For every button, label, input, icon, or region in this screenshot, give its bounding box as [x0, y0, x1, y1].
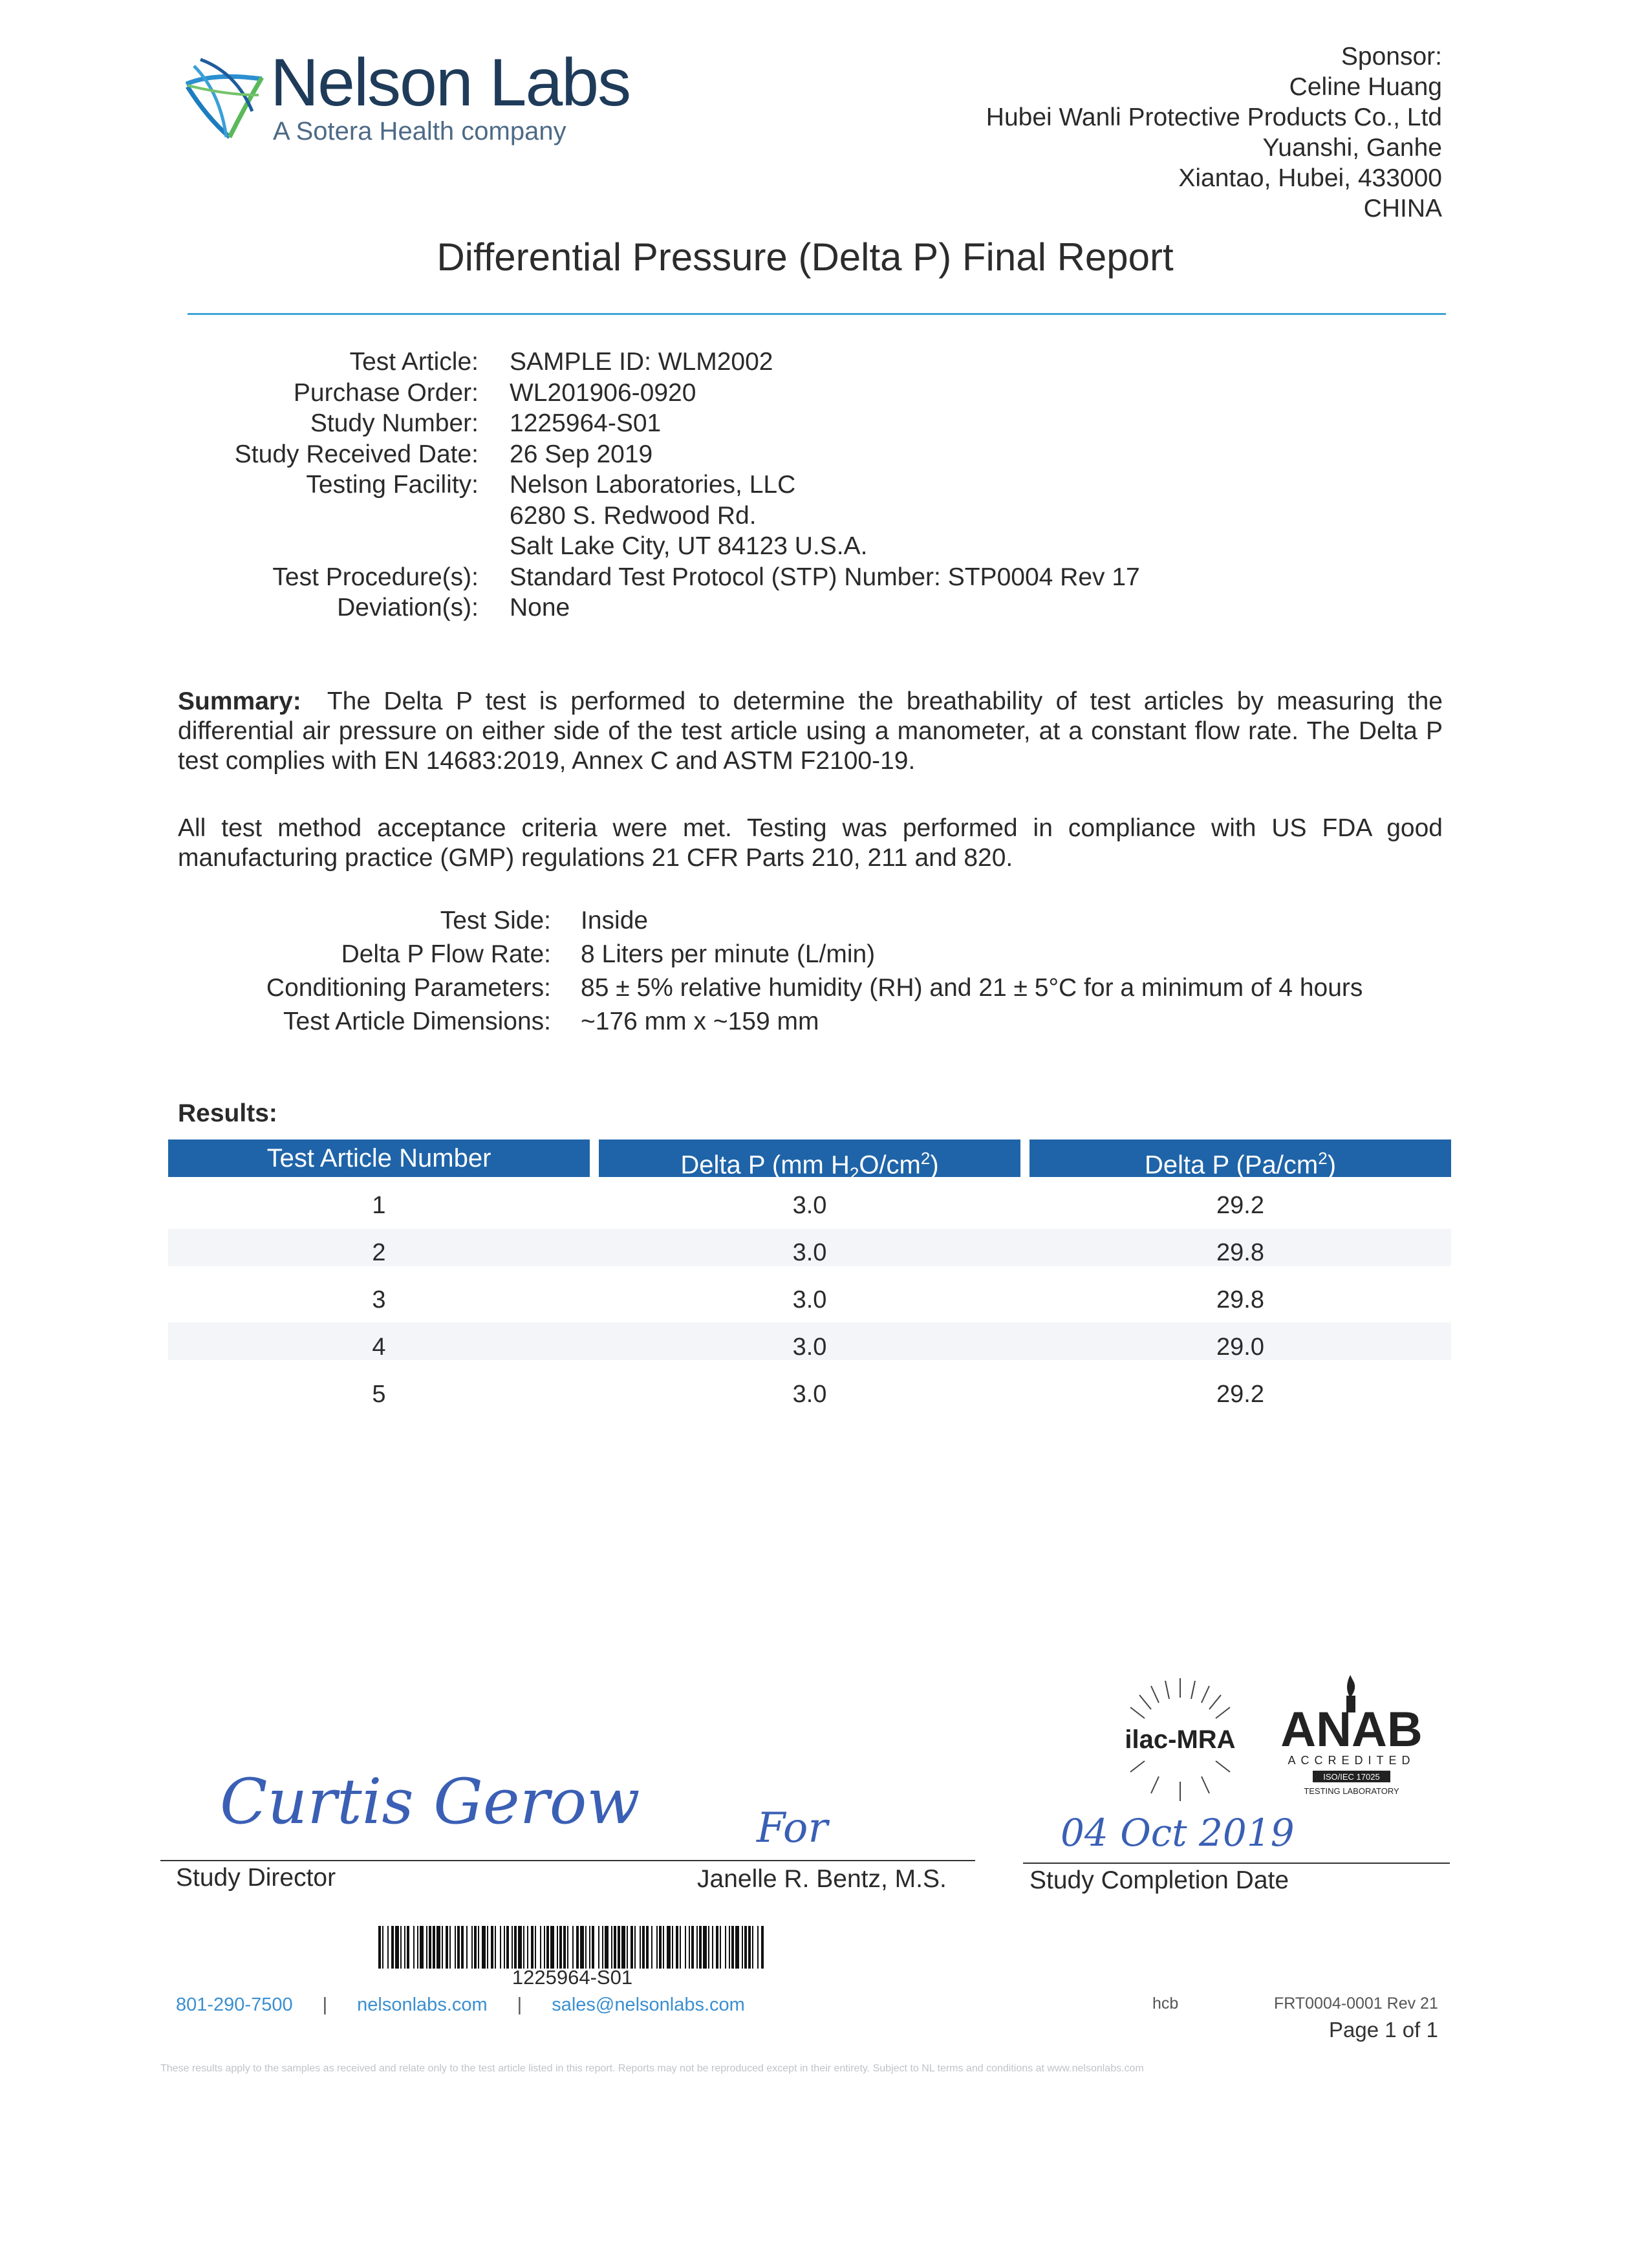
table-cell: 29.2: [1216, 1381, 1264, 1408]
table-cell: 3.0: [792, 1239, 827, 1266]
table-cell: 2: [372, 1239, 386, 1266]
anab-text: ANAB: [1280, 1702, 1423, 1757]
company-name: Nelson Labs: [270, 45, 630, 120]
info-label: [155, 531, 479, 562]
form-number: FRT0004-0001 Rev 21: [1274, 1994, 1438, 2013]
sponsor-line: Xiantao, Hubei, 433000: [1178, 164, 1442, 192]
summary-text: The Delta P test is performed to determine the breathability of test articles by measuring the differential air pressure on either side of the test article using a manometer, at a constant flow rate. The Delta P test complies with EN 14683:2019, Annex C and ASTM F2100-19.: [178, 687, 1443, 775]
date-line: [1023, 1863, 1450, 1864]
barcode-number: 1225964-S01: [512, 1966, 633, 1989]
completion-date-label: Study Completion Date: [1029, 1866, 1289, 1894]
header-test-article-number: Test Article Number: [168, 1139, 590, 1177]
table-cell: 3.0: [792, 1192, 827, 1219]
info-label: Deviation(s):: [337, 594, 479, 621]
anab-iso: ISO/IEC 17025: [1323, 1772, 1380, 1782]
summary-label: Summary:: [178, 687, 301, 715]
info-value: 1225964-S01: [510, 409, 662, 437]
table-cell: 3: [372, 1286, 386, 1313]
author-initials: hcb: [1152, 1994, 1179, 2013]
info-labels: [155, 347, 479, 623]
anab-logo-icon: [1267, 1669, 1436, 1798]
condition-label: Test Article Dimensions:: [283, 1008, 551, 1035]
sponsor-block: [986, 41, 1442, 224]
director-signature: Curtis Gerow: [220, 1766, 640, 1838]
info-label: Study Received Date:: [234, 440, 479, 468]
sponsor-line: Celine Huang: [1289, 73, 1442, 101]
info-label: Test Procedure(s):: [272, 563, 479, 591]
footer-contact: [176, 1994, 745, 2016]
barcode-icon: [378, 1926, 766, 1969]
results-label: Results:: [178, 1099, 277, 1127]
for-handwritten: For: [757, 1804, 828, 1852]
table-cell: 4: [372, 1334, 386, 1361]
table-cell: 3.0: [792, 1334, 827, 1361]
table-cell: 29.0: [1216, 1334, 1264, 1361]
table-cell: 29.2: [1216, 1192, 1264, 1219]
info-value: Salt Lake City, UT 84123 U.S.A.: [510, 532, 868, 560]
info-value: Nelson Laboratories, LLC: [510, 471, 796, 499]
study-director-label: Study Director: [176, 1864, 336, 1892]
company-tagline: A Sotera Health company: [273, 117, 566, 146]
sponsor-line: Sponsor:: [1341, 43, 1442, 70]
company-logo: [175, 44, 630, 154]
nelson-labs-logo-icon: [175, 47, 272, 144]
table-cell: 5: [372, 1381, 386, 1408]
footer-separator: |: [517, 1994, 523, 2015]
condition-labels: [181, 904, 551, 1039]
condition-values: [581, 904, 1363, 1039]
page-number: Page 1 of 1: [1329, 2018, 1438, 2042]
info-value: Standard Test Protocol (STP) Number: STP0004 Rev 17: [510, 563, 1140, 591]
info-value: None: [510, 594, 570, 621]
condition-value: Inside: [581, 907, 649, 934]
info-values: [510, 347, 1140, 623]
table-cell: 3.0: [792, 1286, 827, 1313]
info-label: Test Article:: [349, 348, 479, 376]
report-title: Differential Pressure (Delta P) Final Report: [436, 235, 1174, 279]
condition-label: Conditioning Parameters:: [266, 974, 551, 1002]
info-label: Testing Facility:: [306, 471, 479, 499]
info-value: SAMPLE ID: WLM2002: [510, 348, 773, 376]
footer-website[interactable]: nelsonlabs.com: [357, 1994, 488, 2015]
completion-date-handwritten: 04 Oct 2019: [1061, 1811, 1295, 1855]
condition-label: Delta P Flow Rate:: [341, 940, 551, 968]
info-label: Purchase Order:: [293, 378, 479, 407]
table-cell: 29.8: [1216, 1239, 1264, 1266]
info-label: [155, 501, 479, 532]
table-cell: 29.8: [1216, 1286, 1264, 1313]
title-divider: [188, 313, 1446, 315]
condition-value: ~176 mm x ~159 mm: [581, 1008, 819, 1035]
footer-disclaimer: These results apply to the samples as received and relate only to the test article listed in this report. Reports may not be reproduced except in their entirety. Subject to NL terms and conditions at www.nelsonlabs.com: [160, 2063, 1144, 2074]
header-delta-p-mm: Delta P (mm $H_2O/cm^2$): [599, 1139, 1020, 1177]
anab-lab: TESTING LABORATORY: [1304, 1786, 1399, 1796]
info-label: Study Number:: [310, 409, 479, 437]
header-delta-p-pa: Delta P $(Pa/cm^2)$: [1029, 1139, 1451, 1177]
footer-separator: |: [322, 1994, 328, 2015]
signature-line: [160, 1860, 975, 1861]
info-value: WL201906-0920: [510, 378, 696, 407]
anab-accredited: ACCREDITED: [1288, 1754, 1416, 1767]
condition-value: 85 ± 5% relative humidity (RH) and 21 ± 5°C for a minimum of 4 hours: [581, 974, 1363, 1002]
sponsor-line: CHINA: [1363, 195, 1442, 222]
info-value: 26 Sep 2019: [510, 440, 653, 468]
condition-label: Test Side:: [440, 907, 551, 934]
table-cell: 1: [372, 1192, 386, 1219]
sponsor-line: Yuanshi, Ganhe: [1262, 134, 1442, 162]
sponsor-line: Hubei Wanli Protective Products Co., Ltd: [986, 103, 1442, 131]
footer-phone[interactable]: 801-290-7500: [176, 1994, 293, 2015]
ilac-text: ilac-MRA: [1125, 1725, 1236, 1754]
compliance-paragraph: All test method acceptance criteria were met. Testing was performed in compliance with US FDA good manufacturing practice (GMP) regulations 21 CFR Parts 210, 211 and 820.: [178, 814, 1443, 872]
info-value: 6280 S. Redwood Rd.: [510, 501, 757, 530]
summary-paragraph: [178, 687, 1443, 776]
footer-email[interactable]: sales@nelsonlabs.com: [552, 1994, 745, 2015]
table-cell: 3.0: [792, 1381, 827, 1408]
ilac-mra-logo-icon: [1112, 1672, 1248, 1808]
condition-value: 8 Liters per minute (L/min): [581, 940, 876, 968]
study-director-name: Janelle R. Bentz, M.S.: [697, 1865, 947, 1893]
